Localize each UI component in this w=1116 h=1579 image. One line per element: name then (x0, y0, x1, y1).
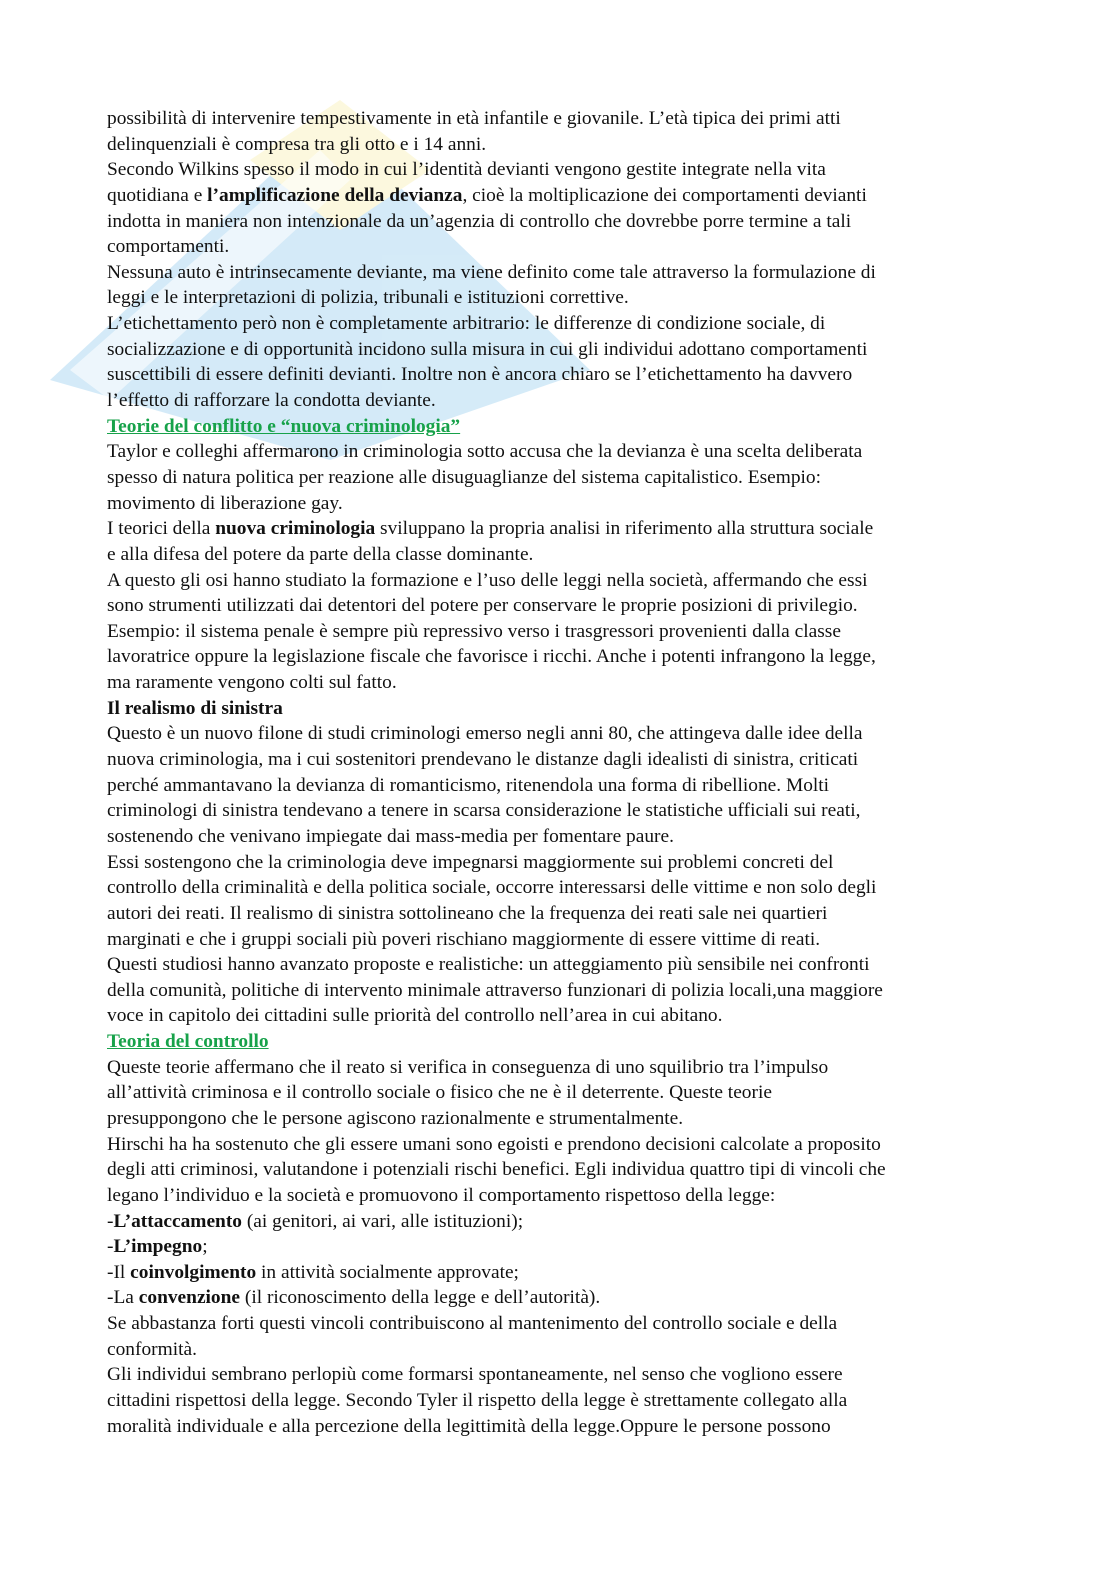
text-line (107, 1234, 886, 1260)
text-line (107, 132, 886, 158)
text-line (107, 106, 886, 132)
text-line (107, 1260, 886, 1286)
text-span: voce in capitolo dei cittadini sulle priorità del controllo nell’area in cui abitano. (107, 1005, 723, 1027)
text-span: comportamenti. (107, 236, 230, 258)
text-line (107, 1183, 886, 1209)
text-line (107, 491, 886, 517)
text-span: leggi e le interpretazioni di polizia, tribunali e istituzioni correttive. (107, 287, 629, 309)
text-line (107, 516, 886, 542)
text-line (107, 927, 886, 953)
text-span: in attività socialmente approvate; (256, 1261, 519, 1283)
text-line (107, 439, 886, 465)
bold-term: nuova criminologia (215, 518, 376, 540)
text-span: I teorici della (107, 518, 216, 540)
text-span: Taylor e colleghi affermarono in criminologia sotto accusa che la devianza è una scelta deliberata (107, 441, 863, 463)
text-span: Questi studiosi hanno avanzato proposte e realistiche: un atteggiamento più sensibile nei confronti (107, 954, 870, 976)
text-span: (il riconoscimento della legge e dell’autorità). (240, 1287, 601, 1309)
text-span: Hirschi ha ha sostenuto che gli essere umani sono egoisti e prendono decisioni calcolate a proposito (107, 1133, 881, 1155)
text-span: autori dei reati. Il realismo di sinistra sottolineano che la frequenza dei reati sale nei quartieri (107, 902, 828, 924)
section-heading-link (107, 414, 886, 440)
text-line (107, 568, 886, 594)
text-span: perché ammantavano la devianza di romanticismo, ritenendola una forma di ribellione. Molti (107, 774, 830, 796)
text-span: e alla difesa del potere da parte della classe dominante. (107, 543, 534, 565)
text-span: A questo gli osi hanno studiato la formazione e l’uso delle leggi nella società, affermando che essi (107, 569, 868, 591)
text-span: - (107, 1210, 114, 1232)
text-line (107, 1311, 886, 1337)
text-span: controllo della criminalità e della politica sociale, occorre interessarsi delle vittime e non solo degli (107, 877, 877, 899)
text-span: - (107, 1236, 114, 1258)
text-line (107, 670, 886, 696)
text-span: , cioè la moltiplicazione dei comportamenti devianti (462, 184, 867, 206)
text-line (107, 183, 886, 209)
text-line (107, 798, 886, 824)
text-span: marginati e che i gruppi sociali più poveri rischiano maggiormente di essere vittime di reati. (107, 928, 821, 950)
text-line (107, 542, 886, 568)
text-span: sviluppano la propria analisi in riferimento alla struttura sociale (375, 518, 874, 540)
text-span: spesso di natura politica per reazione alle disuguaglianze del sistema capitalistico. Esempio: (107, 466, 821, 488)
text-span: suscettibili di essere definiti devianti. Inoltre non è ancora chiaro se l’etichettamento ha davvero (107, 364, 853, 386)
text-span: (ai genitori, ai vari, alle istituzioni); (242, 1210, 524, 1232)
section-heading (107, 696, 886, 722)
text-span: -Il (107, 1261, 131, 1283)
text-span: ma raramente vengono colti sul fatto. (107, 672, 397, 694)
text-line (107, 1080, 886, 1106)
text-span: Questo è un nuovo filone di studi criminologi emerso negli anni 80, che attingeva dalle idee della (107, 723, 863, 745)
bold-term: L’impegno (113, 1236, 203, 1258)
text-line (107, 1362, 886, 1388)
text-span: presuppongono che le persone agiscono razionalmente e strumentalmente. (107, 1107, 684, 1129)
text-line (107, 875, 886, 901)
text-span: socializzazione e di opportunità incidono sulla misura in cui gli individui adottano comportamenti (107, 338, 868, 360)
text-span: lavoratrice oppure la legislazione fiscale che favorisce i ricchi. Anche i potenti infrangono la legge, (107, 646, 876, 668)
section-heading-link (107, 1029, 886, 1055)
text-line (107, 1055, 886, 1081)
text-span: della comunità, politiche di intervento minimale attraverso funzionari di polizia locali,una maggiore (107, 979, 883, 1001)
text-span: criminologi di sinistra tendevano a tenere in scarsa considerazione le statistiche ufficiali sui reati, (107, 800, 861, 822)
text-line (107, 1414, 886, 1440)
text-line (107, 773, 886, 799)
text-line (107, 824, 886, 850)
text-line (107, 209, 886, 235)
text-span: Gli individui sembrano perlopiù come formarsi spontaneamente, nel senso che vogliono essere (107, 1364, 843, 1386)
text-span: cittadini rispettosi della legge. Secondo Tyler il rispetto della legge è strettamente collegato alla (107, 1390, 848, 1412)
text-span: Teorie del conflitto e “nuova criminologia” (107, 415, 461, 437)
text-span: moralità individuale e alla percezione della legittimità della legge.Oppure le persone possono (107, 1415, 831, 1437)
text-span: conformità. (107, 1338, 197, 1360)
text-line (107, 644, 886, 670)
text-line (107, 337, 886, 363)
text-line (107, 1157, 886, 1183)
text-line (107, 157, 886, 183)
text-span: Essi sostengono che la criminologia deve impegnarsi maggiormente sui problemi concreti del (107, 851, 834, 873)
text-line (107, 952, 886, 978)
text-span: Queste teorie affermano che il reato si verifica in conseguenza di uno squilibrio tra l’impulso (107, 1056, 829, 1078)
text-line (107, 619, 886, 645)
text-line (107, 850, 886, 876)
text-span: movimento di liberazione gay. (107, 492, 343, 514)
text-line (107, 234, 886, 260)
bold-term: convenzione (138, 1287, 241, 1309)
text-span: indotta in maniera non intenzionale da un’agenzia di controllo che dovrebbe porre termine a tali (107, 210, 852, 232)
text-span: all’attività criminosa e il controllo sociale o fisico che ne è il deterrente. Queste teorie (107, 1082, 772, 1104)
text-span: quotidiana e (107, 184, 208, 206)
text-span: legano l’individuo e la società e promuovono il comportamento rispettoso della legge: (107, 1184, 776, 1206)
text-span: Se abbastanza forti questi vincoli contribuiscono al mantenimento del controllo sociale e della (107, 1313, 838, 1335)
text-line (107, 465, 886, 491)
text-span: l’effetto di rafforzare la condotta deviante. (107, 390, 436, 412)
text-line (107, 1337, 886, 1363)
text-span: Nessuna auto è intrinsecamente deviante, ma viene definito come tale attraverso la formulazione di (107, 261, 876, 283)
text-line (107, 311, 886, 337)
text-span: Teoria del controllo (107, 1031, 269, 1053)
text-line (107, 1388, 886, 1414)
text-line (107, 260, 886, 286)
text-span: sono strumenti utilizzati dai detentori del potere per conservare le proprie posizioni di privilegio. (107, 595, 858, 617)
bold-term: L’attaccamento (113, 1210, 242, 1232)
text-line (107, 388, 886, 414)
text-line (107, 901, 886, 927)
text-span: -La (107, 1287, 139, 1309)
text-line (107, 1285, 886, 1311)
bold-term: l’amplificazione della devianza (207, 184, 463, 206)
text-span: nuova criminologia, ma i cui sostenitori prendevano le distanze dagli idealisti di sinistra, criticati (107, 749, 859, 771)
text-span: degli atti criminosi, valutandone i potenziali rischi benefici. Egli individua quattro tipi di vincoli che (107, 1159, 886, 1181)
document-page (107, 106, 886, 1439)
text-line (107, 285, 886, 311)
text-span: L’etichettamento però non è completamente arbitrario: le differenze di condizione sociale, di (107, 313, 826, 335)
text-span: Il realismo di sinistra (107, 697, 283, 719)
text-line (107, 362, 886, 388)
bold-term: coinvolgimento (130, 1261, 257, 1283)
text-line (107, 747, 886, 773)
text-span: delinquenziali è compresa tra gli otto e i 14 anni. (107, 133, 487, 155)
text-line (107, 1106, 886, 1132)
text-span: ; (202, 1236, 208, 1258)
text-line (107, 1209, 886, 1235)
text-line (107, 593, 886, 619)
text-span: Esempio: il sistema penale è sempre più repressivo verso i trasgressori provenienti dalla classe (107, 620, 841, 642)
text-line (107, 1132, 886, 1158)
text-line (107, 1003, 886, 1029)
text-line (107, 978, 886, 1004)
text-line (107, 721, 886, 747)
text-span: Secondo Wilkins spesso il modo in cui l’identità devianti vengono gestite integrate nella vita (107, 159, 826, 181)
text-span: possibilità di intervenire tempestivamente in età infantile e giovanile. L’età tipica dei primi atti (107, 108, 841, 129)
text-span: sostenendo che venivano impiegate dai mass-media per fomentare paure. (107, 825, 674, 847)
